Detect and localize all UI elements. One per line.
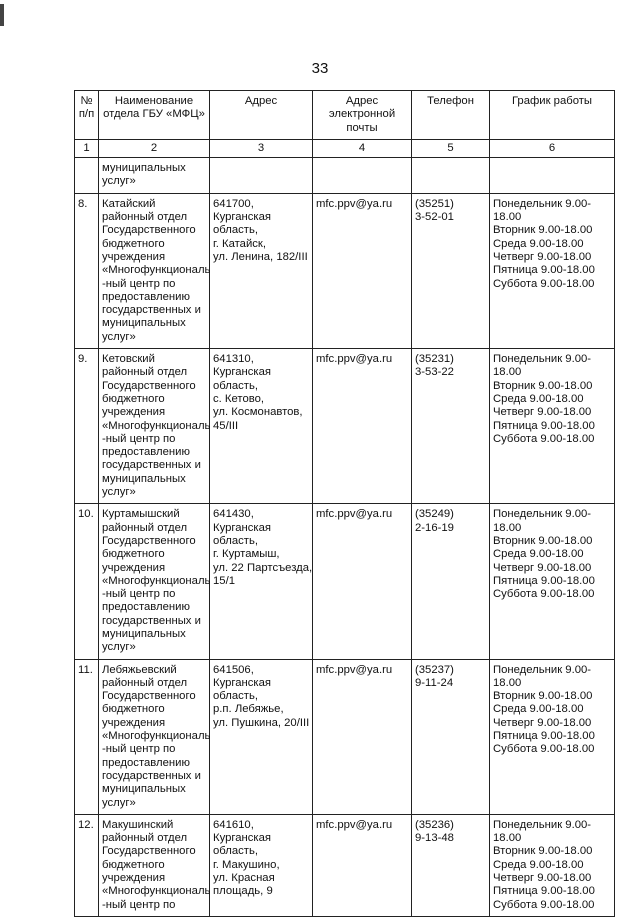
text-line: муниципальных <box>102 472 186 485</box>
text-line: учреждения <box>102 872 166 885</box>
text-line: районный отдел <box>102 676 188 689</box>
cell-email: mfc.ppv@ya.ru <box>313 193 412 348</box>
text-line: услуг» <box>102 641 136 654</box>
header-email <box>313 91 412 140</box>
column-number: 5 <box>412 139 490 157</box>
cell-schedule <box>490 504 615 659</box>
text-line: г. Катайск, <box>213 237 267 250</box>
text-line: 641506, <box>213 663 254 676</box>
text-line: Пятница 9.00-18.00 <box>493 419 595 432</box>
header-phone <box>412 91 490 140</box>
text-line: 3-52-01 <box>415 211 454 224</box>
text-line: 18.00 <box>493 521 522 534</box>
cell-email: mfc.ppv@ya.ru <box>313 504 412 659</box>
text-line: -ный центр по <box>102 743 176 756</box>
text-line: районный отдел <box>102 832 188 845</box>
text-line: районный отдел <box>102 211 188 224</box>
text-line: Курганская <box>213 211 272 224</box>
cell-number: 10. <box>75 504 99 659</box>
text-line: -ный центр по <box>102 432 176 445</box>
text-line: Наименование <box>114 95 194 107</box>
cell-phone <box>412 193 490 348</box>
text-line: Четверг 9.00-18.00 <box>493 716 592 729</box>
cell-number: 12. <box>75 814 99 916</box>
text-line: ул. Красная <box>213 872 275 885</box>
text-line: муниципальных <box>102 627 186 640</box>
cell-address <box>210 814 313 916</box>
cell-address <box>210 193 313 348</box>
cell-schedule <box>490 659 615 814</box>
text-line: «Многофункциональ <box>102 885 211 898</box>
text-line: Лебяжьевский <box>102 663 177 676</box>
cell-number <box>75 158 99 194</box>
text-line: 18.00 <box>493 676 522 689</box>
text-line: Пятница 9.00-18.00 <box>493 885 595 898</box>
text-line: 18.00 <box>493 366 522 379</box>
cell-phone <box>412 504 490 659</box>
text-line: (35231) <box>415 353 454 366</box>
page-number: 33 <box>311 60 329 77</box>
text-line: «Многофункциональ <box>102 574 211 587</box>
text-line: Государственного <box>102 379 196 392</box>
text-line: ул. 22 Партсъезда, <box>213 561 313 574</box>
text-line: Катайский <box>102 197 156 210</box>
text-line: Суббота 9.00-18.00 <box>493 588 595 601</box>
text-line: ул. Ленина, 182/III <box>213 250 308 263</box>
column-number: 6 <box>490 139 615 157</box>
header-name <box>99 91 210 140</box>
text-line: 18.00 <box>493 832 522 845</box>
cell-name <box>99 349 210 504</box>
column-number: 2 <box>99 139 210 157</box>
header-address <box>210 91 313 140</box>
cell-phone <box>412 158 490 194</box>
text-line: площадь, 9 <box>213 885 273 898</box>
text-line: 641700, <box>213 197 254 210</box>
text-line: Вторник 9.00-18.00 <box>493 690 593 703</box>
text-line: Государственного <box>102 534 196 547</box>
cell-email <box>313 158 412 194</box>
cell-number: 11. <box>75 659 99 814</box>
text-line: г. Куртамыш, <box>213 548 280 561</box>
text-line: почты <box>346 121 378 134</box>
text-line: бюджетного <box>102 237 165 250</box>
text-line: Суббота 9.00-18.00 <box>493 743 595 756</box>
column-number: 4 <box>313 139 412 157</box>
cell-schedule <box>490 158 615 194</box>
text-line: бюджетного <box>102 703 165 716</box>
text-line: Макушинский <box>102 818 174 831</box>
text-line: Вторник 9.00-18.00 <box>493 845 593 858</box>
table-header-row <box>75 91 615 140</box>
text-line: бюджетного <box>102 392 165 405</box>
cell-name <box>99 193 210 348</box>
text-line: р.п. Лебяжье, <box>213 703 284 716</box>
text-line: муниципальных <box>102 783 186 796</box>
text-line: Четверг 9.00-18.00 <box>493 872 592 885</box>
text-line: Вторник 9.00-18.00 <box>493 379 593 392</box>
text-line: Понедельник 9.00- <box>493 508 592 521</box>
cell-email: mfc.ppv@ya.ru <box>313 659 412 814</box>
text-line: Среда 9.00-18.00 <box>493 703 584 716</box>
cell-name <box>99 504 210 659</box>
text-line: 641430, <box>213 508 254 521</box>
cell-address <box>210 158 313 194</box>
text-line: п/п <box>78 108 95 121</box>
header-number <box>75 91 99 140</box>
table-row <box>75 504 615 659</box>
text-line: предоставлению <box>102 756 190 769</box>
column-number: 1 <box>75 139 99 157</box>
text-line: Среда 9.00-18.00 <box>493 548 584 561</box>
text-line: г. Макушино, <box>213 858 280 871</box>
scan-edge-mark <box>0 4 4 26</box>
text-line: государственных и <box>102 304 201 317</box>
continuation-row <box>75 158 615 194</box>
text-line: предоставлению <box>102 290 190 303</box>
text-line: Пятница 9.00-18.00 <box>493 574 595 587</box>
text-line: муниципальных <box>102 162 186 175</box>
text-line: (35237) <box>415 663 454 676</box>
text-line: Курганская <box>213 366 272 379</box>
text-line: услуг» <box>102 796 136 809</box>
column-number-row <box>75 139 615 157</box>
text-line: Курганская <box>213 676 272 689</box>
cell-schedule <box>490 814 615 916</box>
text-line: учреждения <box>102 406 166 419</box>
text-line: -ный центр по <box>102 898 176 911</box>
text-line: область, <box>213 845 258 858</box>
text-line: Понедельник 9.00- <box>493 353 592 366</box>
cell-name <box>99 158 210 194</box>
cell-schedule <box>490 193 615 348</box>
text-line: 641310, <box>213 353 254 366</box>
text-line: муниципальных <box>102 317 186 330</box>
text-line: 2-16-19 <box>415 521 454 534</box>
text-line: государственных и <box>102 614 201 627</box>
cell-number: 8. <box>75 193 99 348</box>
cell-name <box>99 659 210 814</box>
text-line: районный отдел <box>102 366 188 379</box>
text-line: 18.00 <box>493 211 522 224</box>
text-line: «Многофункциональ <box>102 419 211 432</box>
text-line: учреждения <box>102 250 166 263</box>
text-line: область, <box>213 690 258 703</box>
text-line: область, <box>213 534 258 547</box>
text-line: ул. Космонавтов, <box>213 406 303 419</box>
text-line: учреждения <box>102 716 166 729</box>
text-line: Телефон <box>427 95 474 107</box>
text-line: область, <box>213 379 258 392</box>
text-line: Адрес <box>244 95 278 107</box>
text-line: № <box>80 95 93 107</box>
cell-address <box>210 659 313 814</box>
text-line: с. Кетово, <box>213 392 265 405</box>
text-line: районный отдел <box>102 521 188 534</box>
text-line: 3-53-22 <box>415 366 454 379</box>
text-line: Среда 9.00-18.00 <box>493 392 584 405</box>
text-line: Понедельник 9.00- <box>493 197 592 210</box>
text-line: Куртамышский <box>102 508 180 521</box>
text-line: (35236) <box>415 818 454 831</box>
text-line: государственных и <box>102 769 201 782</box>
text-line: предоставлению <box>102 601 190 614</box>
cell-name <box>99 814 210 916</box>
text-line: Среда 9.00-18.00 <box>493 237 584 250</box>
text-line: Государственного <box>102 224 196 237</box>
text-line: бюджетного <box>102 858 165 871</box>
text-line: ул. Пушкина, 20/III <box>213 716 310 729</box>
cell-address <box>210 349 313 504</box>
header-schedule <box>490 91 615 140</box>
cell-email: mfc.ppv@ya.ru <box>313 349 412 504</box>
text-line: 9-13-48 <box>415 832 454 845</box>
text-line: услуг» <box>102 175 136 188</box>
text-line: «Многофункциональ <box>102 730 211 743</box>
text-line: предоставлению <box>102 446 190 459</box>
text-line: Курганская <box>213 521 272 534</box>
cell-phone <box>412 814 490 916</box>
table-row <box>75 814 615 916</box>
text-line: область, <box>213 224 258 237</box>
text-line: Четверг 9.00-18.00 <box>493 250 592 263</box>
cell-number: 9. <box>75 349 99 504</box>
text-line: 15/1 <box>213 574 235 587</box>
text-line: услуг» <box>102 486 136 499</box>
text-line: государственных и <box>102 459 201 472</box>
cell-address <box>210 504 313 659</box>
text-line: Четверг 9.00-18.00 <box>493 406 592 419</box>
text-line: 45/III <box>213 419 239 432</box>
mfc-offices-table <box>74 90 615 917</box>
text-line: бюджетного <box>102 548 165 561</box>
text-line: Вторник 9.00-18.00 <box>493 224 593 237</box>
text-line: Вторник 9.00-18.00 <box>493 534 593 547</box>
text-line: График работы <box>511 95 593 107</box>
table-row <box>75 659 615 814</box>
text-line: Четверг 9.00-18.00 <box>493 561 592 574</box>
cell-schedule <box>490 349 615 504</box>
column-number: 3 <box>210 139 313 157</box>
cell-phone <box>412 349 490 504</box>
text-line: Пятница 9.00-18.00 <box>493 264 595 277</box>
text-line: 9-11-24 <box>415 676 454 689</box>
text-line: Суббота 9.00-18.00 <box>493 277 595 290</box>
text-line: (35249) <box>415 508 454 521</box>
table-row <box>75 349 615 504</box>
text-line: «Многофункциональ <box>102 264 211 277</box>
text-line: электронной <box>328 108 396 121</box>
text-line: Суббота 9.00-18.00 <box>493 432 595 445</box>
cell-phone <box>412 659 490 814</box>
text-line: Курганская <box>213 832 272 845</box>
text-line: Государственного <box>102 845 196 858</box>
table-row <box>75 193 615 348</box>
text-line: -ный центр по <box>102 588 176 601</box>
text-line: Государственного <box>102 690 196 703</box>
text-line: учреждения <box>102 561 166 574</box>
text-line: Суббота 9.00-18.00 <box>493 898 595 911</box>
text-line: Кетовский <box>102 353 155 366</box>
text-line: -ный центр по <box>102 277 176 290</box>
text-line: отдела ГБУ «МФЦ» <box>103 108 205 121</box>
text-line: Среда 9.00-18.00 <box>493 858 584 871</box>
text-line: услуг» <box>102 330 136 343</box>
text-line: Понедельник 9.00- <box>493 818 592 831</box>
text-line: 641610, <box>213 818 254 831</box>
text-line: Адрес <box>345 95 379 107</box>
text-line: Пятница 9.00-18.00 <box>493 730 595 743</box>
cell-email: mfc.ppv@ya.ru <box>313 814 412 916</box>
text-line: Понедельник 9.00- <box>493 663 592 676</box>
text-line: (35251) <box>415 197 454 210</box>
